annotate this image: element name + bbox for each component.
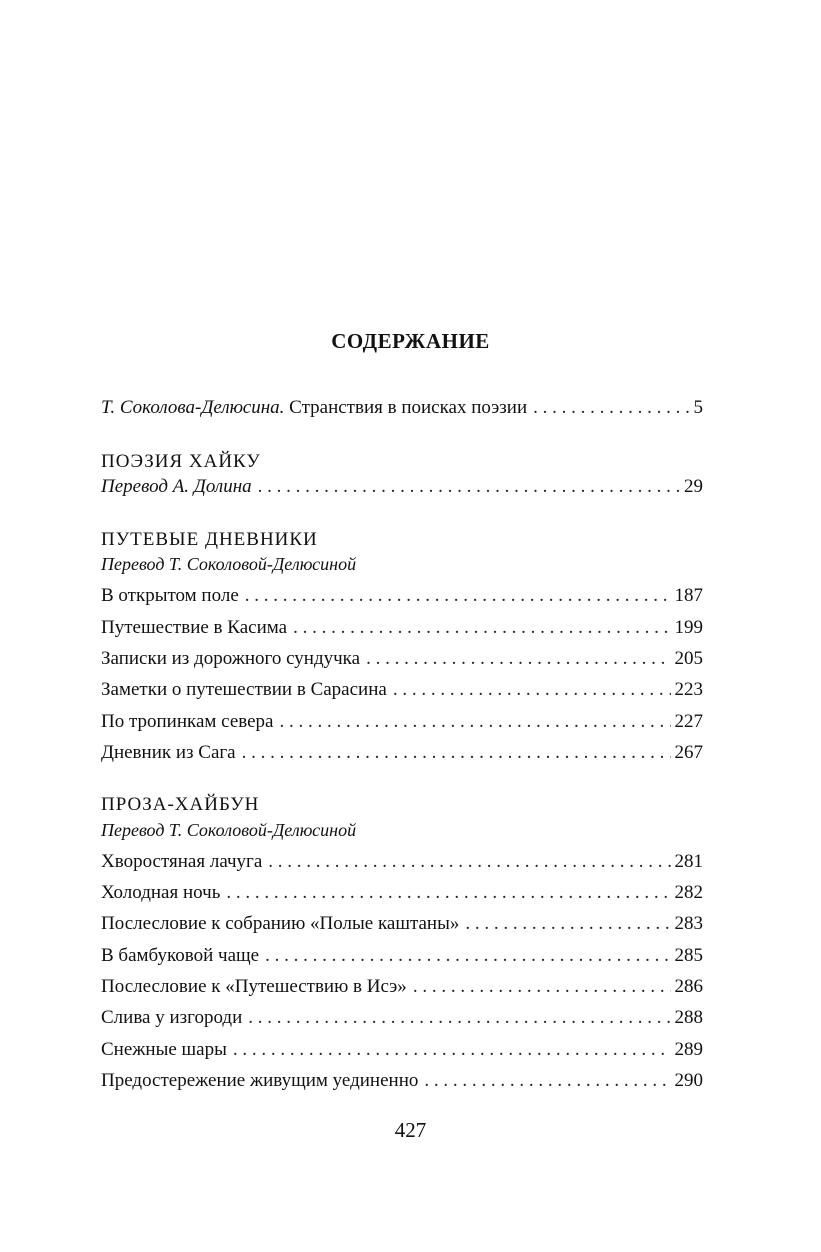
toc-entry-title: Послесловие к «Путешествию в Исэ»	[101, 976, 407, 997]
dot-leader	[248, 1006, 670, 1030]
dot-leader	[533, 396, 689, 420]
toc-entry[interactable]	[101, 647, 703, 671]
toc-entry[interactable]	[101, 975, 703, 999]
toc-entry-page: 283	[674, 913, 703, 934]
dot-leader	[268, 850, 670, 874]
toc-entry-title: Послесловие к собранию «Полые каштаны»	[101, 913, 460, 934]
toc-entry[interactable]	[101, 584, 703, 608]
toc-entry-page: 286	[674, 976, 703, 997]
toc-entry-title: По тропинкам севера	[101, 711, 274, 732]
toc-entry-intro[interactable]	[101, 396, 703, 420]
toc-entry-page: 289	[674, 1039, 703, 1060]
toc-entry-title: Заметки о путешествии в Сарасина	[101, 679, 387, 700]
toc-entry-page: 29	[684, 476, 703, 497]
toc-entry[interactable]	[101, 710, 703, 734]
section-title-prose-haibun: ПРОЗА-ХАЙБУН	[101, 794, 260, 815]
toc-entry[interactable]	[101, 1069, 703, 1093]
toc-entry[interactable]	[101, 1006, 703, 1030]
toc-entry-page: 5	[693, 397, 703, 418]
toc-entry-title: Записки из дорожного сундучка	[101, 648, 361, 669]
toc-entry-page: 223	[674, 679, 703, 700]
toc-entry-page: 285	[674, 945, 703, 966]
toc-entry-page: 267	[674, 742, 703, 763]
toc-entry-page: 288	[674, 1007, 703, 1028]
toc-entry-title: Путешествие в Касима	[101, 617, 288, 638]
toc-entry-page: 282	[674, 882, 703, 903]
toc-entry[interactable]	[101, 912, 703, 936]
toc-entry-title: В открытом поле	[101, 585, 239, 606]
toc-entry-title: Дневник из Сага	[101, 742, 236, 763]
dot-leader	[293, 616, 670, 640]
toc-entry[interactable]	[101, 881, 703, 905]
toc-entry[interactable]	[101, 1038, 703, 1062]
toc-entry-page: 205	[674, 648, 703, 669]
toc-entry-title: Снежные шары	[101, 1039, 227, 1060]
toc-entry-title-text: Странствия в поисках поэзии	[289, 397, 528, 418]
dot-leader	[226, 881, 670, 905]
dot-leader	[265, 944, 670, 968]
dot-leader	[279, 710, 670, 734]
toc-entry-title	[101, 396, 527, 420]
dot-leader	[366, 647, 670, 671]
toc-entry[interactable]	[101, 741, 703, 765]
dot-leader	[258, 475, 680, 499]
toc-entry[interactable]	[101, 678, 703, 702]
section-translator: Перевод Т. Соколовой-Делюсиной	[101, 554, 357, 574]
dot-leader	[413, 975, 671, 999]
toc-entry-title: Хворостяная лачуга	[101, 851, 263, 872]
toc-entry-author: Т. Соколова-Делюсина.	[101, 397, 285, 418]
toc-entry-page: 281	[674, 851, 703, 872]
toc-entry-title: Предостережение живущим уединенно	[101, 1070, 419, 1091]
toc-entry[interactable]	[101, 850, 703, 874]
toc-entry[interactable]	[101, 475, 703, 499]
section-title-haiku: ПОЭЗИЯ ХАЙКУ	[101, 451, 261, 472]
section-title-travel-diaries: ПУТЕВЫЕ ДНЕВНИКИ	[101, 529, 318, 550]
toc-entry[interactable]	[101, 944, 703, 968]
toc-entry-page: 290	[674, 1070, 703, 1091]
dot-leader	[242, 741, 671, 765]
toc-entry-page: 187	[674, 585, 703, 606]
toc-entry-page: 199	[674, 617, 703, 638]
dot-leader	[245, 584, 671, 608]
section-translator: Перевод Т. Соколовой-Делюсиной	[101, 820, 357, 840]
page-number: 427	[394, 1118, 427, 1142]
toc-entry-title-text: Перевод А. Долина	[101, 476, 252, 497]
toc-entry-title	[101, 475, 252, 499]
toc-entry-title: Слива у изгороди	[101, 1007, 243, 1028]
toc-entry[interactable]	[101, 616, 703, 640]
dot-leader	[424, 1069, 670, 1093]
page-title: СОДЕРЖАНИЕ	[331, 329, 490, 353]
dot-leader	[393, 678, 671, 702]
toc-entry-page: 227	[674, 711, 703, 732]
toc-entry-title: В бамбуковой чаще	[101, 945, 260, 966]
toc-entry-title: Холодная ночь	[101, 882, 221, 903]
dot-leader	[233, 1038, 671, 1062]
dot-leader	[465, 912, 670, 936]
